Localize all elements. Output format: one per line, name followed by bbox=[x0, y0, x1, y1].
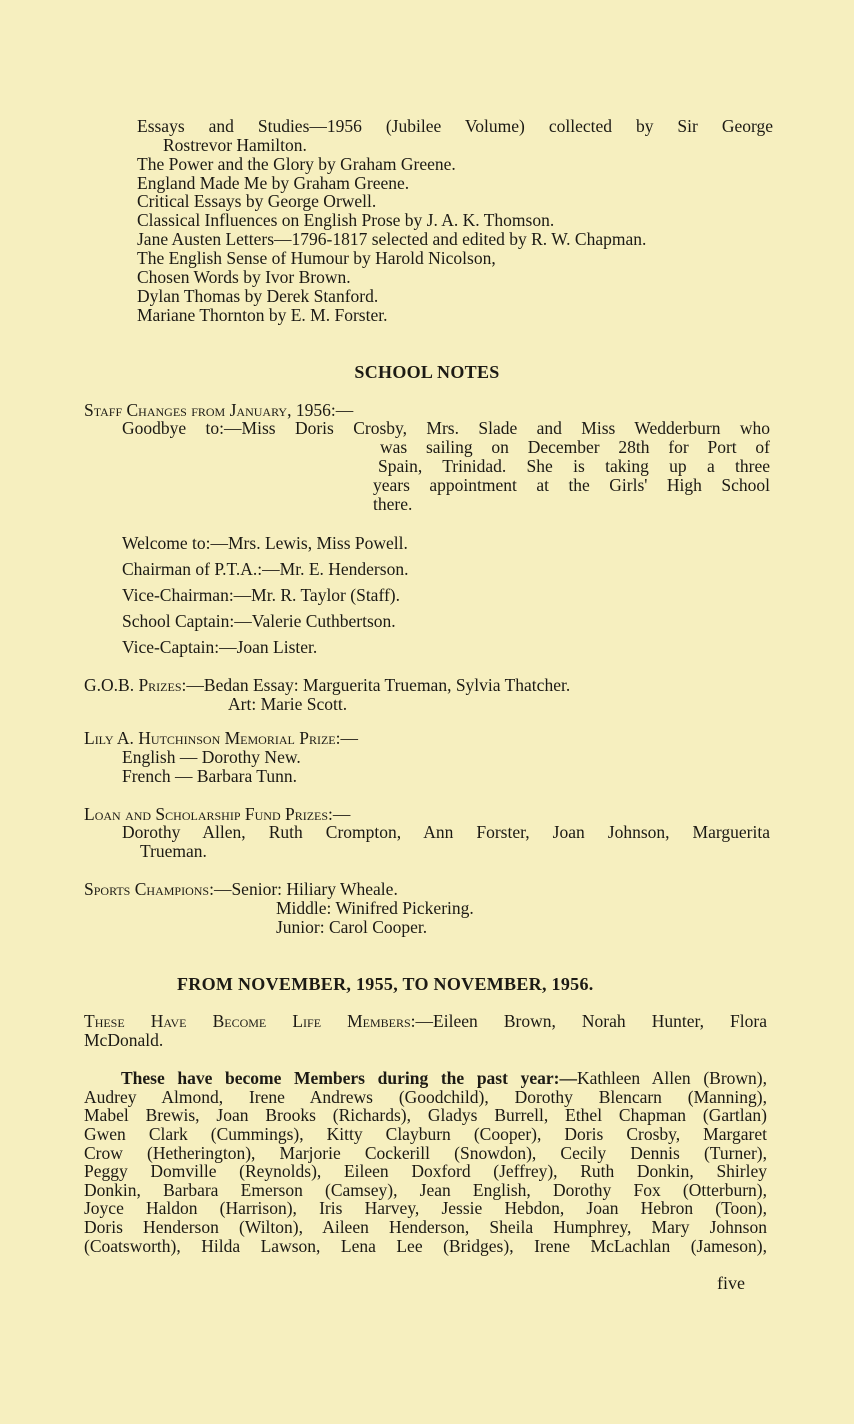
gob-prizes-label: G.O.B. Prizes:— bbox=[84, 675, 204, 695]
members-line: Donkin, Barbara Emerson (Camsey), Jean English, Dorothy Fox (Otterburn), bbox=[84, 1180, 767, 1200]
members-line: (Coatsworth), Hilda Lawson, Lena Lee (Bridges), Irene McLachlan (Jameson), bbox=[84, 1236, 767, 1256]
life-members-label: These Have Become Life Members:— bbox=[84, 1011, 434, 1031]
gob-prizes-art: Art: Marie Scott. bbox=[228, 694, 348, 714]
members-line: Gwen Clark (Cummings), Kitty Clayburn (Cooper), Doris Crosby, Margaret bbox=[84, 1124, 767, 1144]
members-line: Crow (Hetherington), Marjorie Cockerill (Snowdon), Cecily Dennis (Turner), bbox=[84, 1143, 767, 1163]
sports-champions-label: Sports Champions:— bbox=[84, 879, 232, 899]
life-members-names: McDonald. bbox=[84, 1030, 164, 1050]
members-line: Peggy Domville (Reynolds), Eileen Doxford (Jeffrey), Ruth Donkin, Shirley bbox=[84, 1161, 767, 1181]
book-entry: The English Sense of Humour by Harold Nicolson, bbox=[137, 248, 496, 268]
members-names: Kathleen Allen (Brown), bbox=[576, 1068, 767, 1088]
book-entry: Chosen Words by Ivor Brown. bbox=[137, 267, 351, 287]
gob-prizes-essay: Bedan Essay: Marguerita Trueman, Sylvia Thatcher. bbox=[203, 675, 571, 695]
hutchinson-prize-line: French — Barbara Tunn. bbox=[122, 766, 297, 786]
goodbye-continuation: years appointment at the Girls' High School bbox=[373, 475, 770, 495]
members-label: These have become Members during the past year:— bbox=[121, 1068, 577, 1088]
book-entry: Classical Influences on English Prose by J. A. K. Thomson. bbox=[137, 210, 555, 230]
sports-middle: Middle: Winifred Pickering. bbox=[276, 898, 474, 918]
sports-senior: Senior: Hiliary Wheale. bbox=[231, 879, 398, 899]
appointment-line: School Captain:—Valerie Cuthbertson. bbox=[122, 611, 396, 631]
goodbye-continuation: Spain, Trinidad. She is taking up a three bbox=[378, 456, 770, 476]
loan-fund-label: Loan and Scholarship Fund Prizes:— bbox=[84, 804, 351, 824]
book-entry: Dylan Thomas by Derek Stanford. bbox=[137, 286, 379, 306]
members-section-heading: FROM NOVEMBER, 1955, TO NOVEMBER, 1956. bbox=[177, 974, 594, 994]
book-entry: Essays and Studies—1956 (Jubilee Volume) collected by Sir George bbox=[137, 116, 773, 136]
hutchinson-prize-line: English — Dorothy New. bbox=[122, 747, 301, 767]
goodbye-continuation: was sailing on December 28th for Port of bbox=[380, 437, 770, 457]
sports-champions bbox=[84, 880, 398, 899]
members-line bbox=[121, 1069, 767, 1088]
appointment-line: Vice-Chairman:—Mr. R. Taylor (Staff). bbox=[122, 585, 400, 605]
appointment-line: Vice-Captain:—Joan Lister. bbox=[122, 637, 318, 657]
staff-changes-label: Staff Changes from January, 1956:— bbox=[84, 400, 354, 420]
members-line: Doris Henderson (Wilton), Aileen Henderson, Sheila Humphrey, Mary Johnson bbox=[84, 1217, 767, 1237]
hutchinson-prize-label: Lily A. Hutchinson Memorial Prize:— bbox=[84, 728, 358, 748]
page-number: five bbox=[717, 1273, 745, 1293]
appointment-line: Welcome to:—Mrs. Lewis, Miss Powell. bbox=[122, 533, 408, 553]
book-entry: The Power and the Glory by Graham Greene. bbox=[137, 154, 456, 174]
loan-fund-names: Trueman. bbox=[140, 841, 207, 861]
goodbye-line: Goodbye to:—Miss Doris Crosby, Mrs. Slade and Miss Wedderburn who bbox=[122, 418, 770, 438]
goodbye-continuation: there. bbox=[373, 494, 413, 514]
book-entry: Mariane Thornton by E. M. Forster. bbox=[137, 305, 388, 325]
life-members-line bbox=[84, 1012, 767, 1031]
book-entry: Rostrevor Hamilton. bbox=[163, 135, 307, 155]
loan-fund-names: Dorothy Allen, Ruth Crompton, Ann Forster, Joan Johnson, Marguerita bbox=[122, 822, 770, 842]
book-entry: Jane Austen Letters—1796-1817 selected and edited by R. W. Chapman. bbox=[137, 229, 647, 249]
members-line: Audrey Almond, Irene Andrews (Goodchild), Dorothy Blencarn (Manning), bbox=[84, 1087, 767, 1107]
book-entry: Critical Essays by George Orwell. bbox=[137, 191, 377, 211]
gob-prizes bbox=[84, 676, 570, 695]
book-entry: England Made Me by Graham Greene. bbox=[137, 173, 410, 193]
members-line: Mabel Brewis, Joan Brooks (Richards), Gladys Burrell, Ethel Chapman (Gartlan) bbox=[84, 1105, 767, 1125]
sports-junior: Junior: Carol Cooper. bbox=[276, 917, 428, 937]
life-members-names: Eileen Brown, Norah Hunter, Flora bbox=[433, 1011, 767, 1031]
members-line: Joyce Haldon (Harrison), Iris Harvey, Jessie Hebdon, Joan Hebron (Toon), bbox=[84, 1198, 767, 1218]
appointment-line: Chairman of P.T.A.:—Mr. E. Henderson. bbox=[122, 559, 409, 579]
school-notes-heading: SCHOOL NOTES bbox=[354, 362, 500, 382]
